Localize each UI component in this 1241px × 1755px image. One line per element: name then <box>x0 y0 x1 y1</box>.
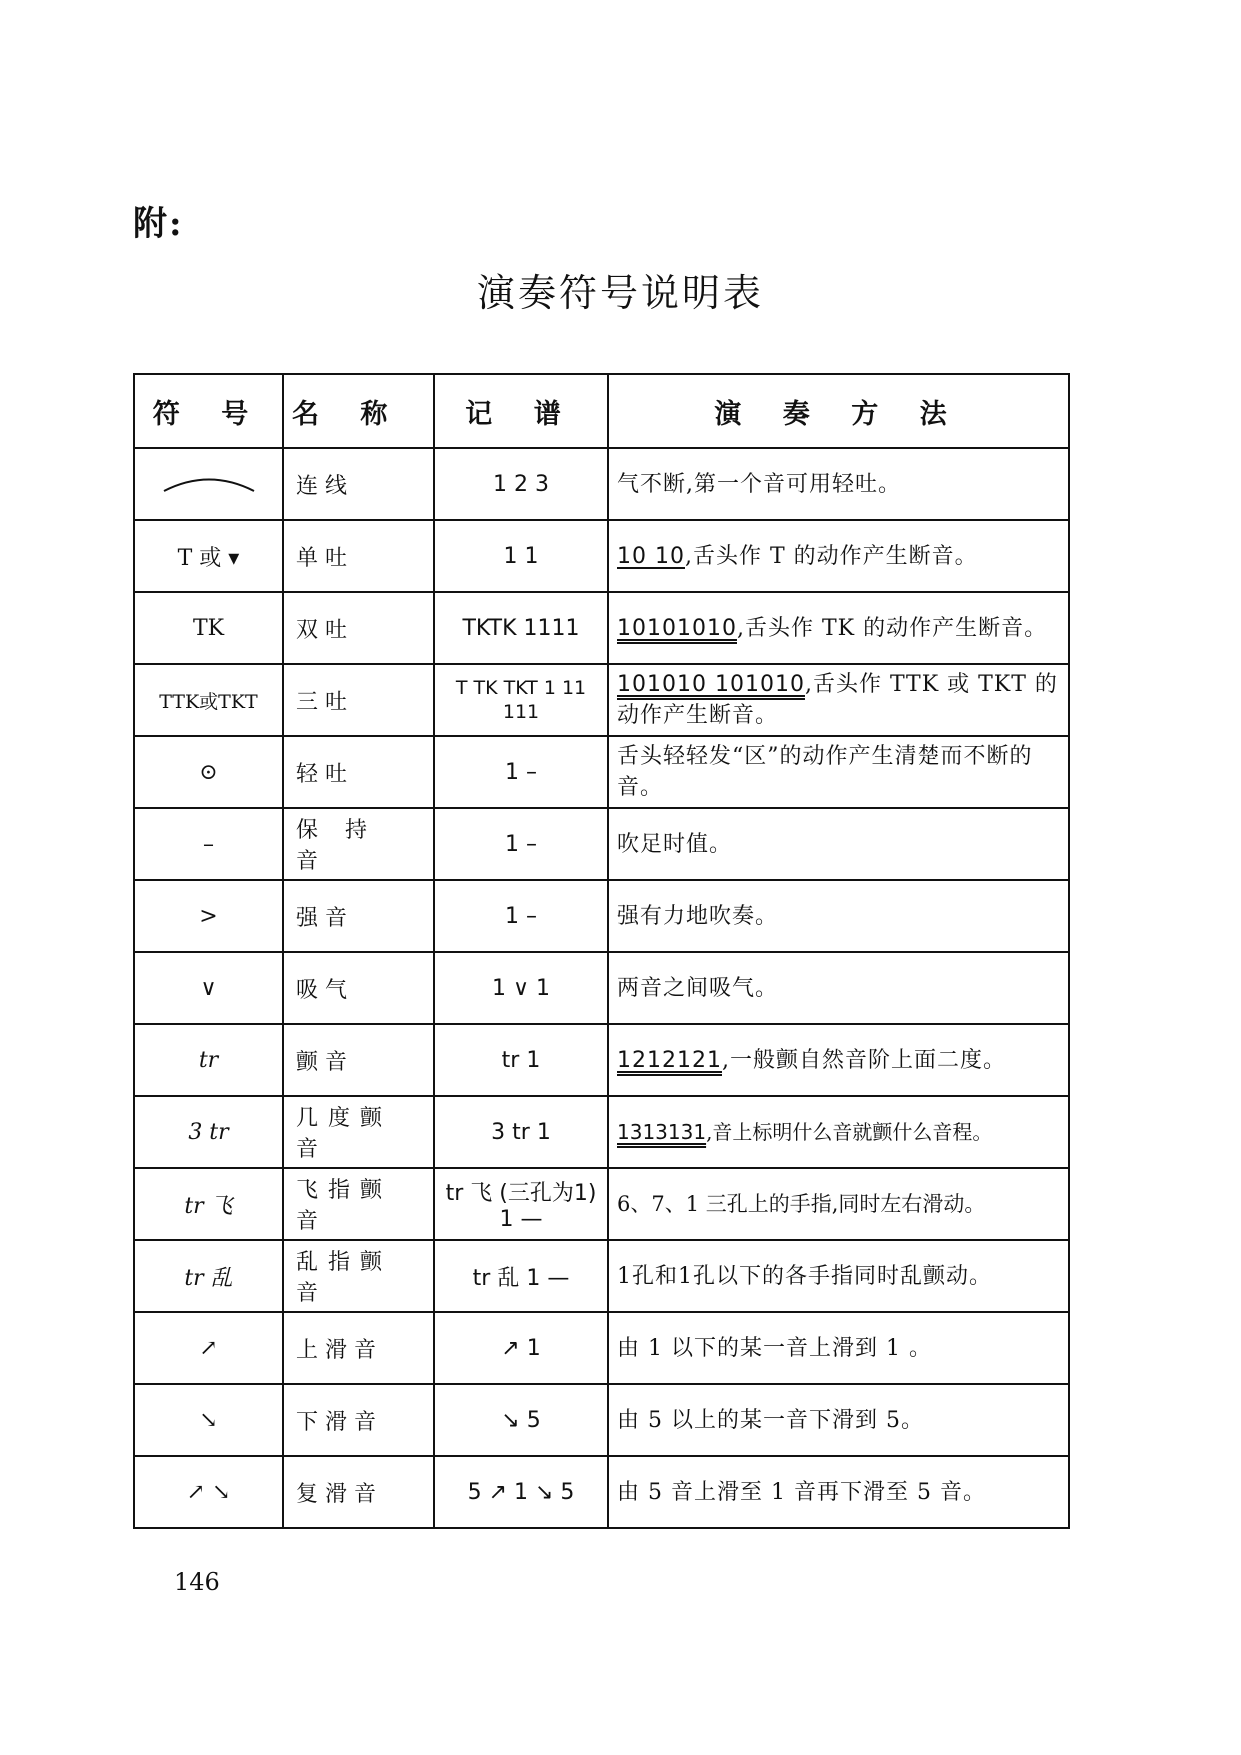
table-row <box>134 952 1069 1024</box>
method-notation: 101010 101010 <box>617 672 805 697</box>
symbol-cell: tr <box>134 1024 283 1096</box>
table-row <box>134 520 1069 592</box>
name-text: 双 吐 <box>296 617 347 643</box>
method-notation: 1313131 <box>617 1119 707 1144</box>
table-row <box>134 1384 1069 1456</box>
symbol-name <box>283 808 434 880</box>
notation-cell: 1 – <box>434 736 608 808</box>
method-notation: 10101010 <box>617 615 737 641</box>
method-text: ,舌头作 T 的动作产生断音。 <box>684 543 978 569</box>
page-number: 146 <box>174 1568 220 1596</box>
notation-cell: T TK TKT 1 11 111 <box>434 664 608 736</box>
method-cell: 两音之间吸气。 <box>608 952 1069 1024</box>
slide-up-icon: ↗ <box>134 1312 283 1384</box>
symbol-name <box>283 448 434 520</box>
symbol-name <box>283 664 434 736</box>
notation-cell: 1 – <box>434 808 608 880</box>
symbol-name <box>283 1456 434 1528</box>
header-notation: 记 谱 <box>434 374 608 448</box>
method-text: ,舌头作 TTK 或 TKT 的动作产生断音。 <box>617 672 1058 728</box>
name-text: 颤 音 <box>296 1049 347 1075</box>
method-cell: 1孔和1孔以下的各手指同时乱颤动。 <box>608 1240 1069 1312</box>
symbol-cell: tr 飞 <box>134 1168 283 1240</box>
table-row <box>134 1456 1069 1528</box>
method-cell: 强有力地吹奏。 <box>608 880 1069 952</box>
method-cell: 由 5 音上滑至 1 音再下滑至 5 音。 <box>608 1456 1069 1528</box>
table-row <box>134 1168 1069 1240</box>
notation-cell: ↘ 5 <box>434 1384 608 1456</box>
table-row <box>134 808 1069 880</box>
symbol-name <box>283 880 434 952</box>
method-cell <box>608 1024 1069 1096</box>
symbol-name <box>283 1312 434 1384</box>
appendix-prefix: 附: <box>133 204 184 244</box>
name-text: 连 线 <box>296 473 347 499</box>
notation-cell: tr 1 <box>434 1024 608 1096</box>
notation-cell: 1 – <box>434 880 608 952</box>
symbol-name <box>283 1096 434 1168</box>
notation-cell: 1 ∨ 1 <box>434 952 608 1024</box>
header-name: 名 称 <box>283 374 434 448</box>
symbol-cell: ∨ <box>134 952 283 1024</box>
table-row <box>134 880 1069 952</box>
notation-cell: tr 乱 1 — <box>434 1240 608 1312</box>
table-row <box>134 1096 1069 1168</box>
table-row <box>134 1024 1069 1096</box>
method-cell: 由 5 以上的某一音下滑到 5。 <box>608 1384 1069 1456</box>
symbol-name <box>283 1024 434 1096</box>
notation-cell: tr 飞 (三孔为1) 1 — <box>434 1168 608 1240</box>
name-text: 吸 气 <box>296 977 347 1003</box>
table-header-row <box>134 374 1069 448</box>
notation-cell: TKTK 1111 <box>434 592 608 664</box>
symbol-name <box>283 1240 434 1312</box>
symbol-name <box>283 520 434 592</box>
symbol-name <box>283 952 434 1024</box>
method-cell: 吹足时值。 <box>608 808 1069 880</box>
name-text: 三 吐 <box>296 689 347 715</box>
name-text: 复 滑 音 <box>296 1481 376 1507</box>
name-text: 上 滑 音 <box>296 1337 376 1363</box>
slur-icon <box>159 466 259 496</box>
method-cell <box>608 592 1069 664</box>
symbol-name <box>283 1168 434 1240</box>
method-cell <box>608 520 1069 592</box>
name-text: 轻 吐 <box>296 761 347 787</box>
method-notation: 1212121 <box>617 1047 722 1073</box>
notation-cell: 5 ↗ 1 ↘ 5 <box>434 1456 608 1528</box>
compound-slide-icon: ↗ ↘ <box>134 1456 283 1528</box>
name-text: 飞指颤音 <box>296 1178 393 1234</box>
table-row <box>134 1312 1069 1384</box>
symbol-cell: 3 tr <box>134 1096 283 1168</box>
page-title: 演奏符号说明表 <box>476 271 764 315</box>
notation-legend-table <box>133 373 1070 1529</box>
symbol-cell: T 或 ▾ <box>134 520 283 592</box>
method-cell: 6、7、1 三孔上的手指,同时左右滑动。 <box>608 1168 1069 1240</box>
name-text: 强 音 <box>296 905 347 931</box>
notation-cell: 1 2 3 <box>434 448 608 520</box>
method-text: ,舌头作 TK 的动作产生断音。 <box>736 615 1048 641</box>
symbol-name <box>283 592 434 664</box>
slur-symbol-cell <box>134 448 283 520</box>
method-cell: 气不断,第一个音可用轻吐。 <box>608 448 1069 520</box>
method-text: ,一般颤自然音阶上面二度。 <box>721 1047 1006 1073</box>
name-text: 下 滑 音 <box>296 1409 376 1435</box>
symbol-cell: TK <box>134 592 283 664</box>
table-row <box>134 1240 1069 1312</box>
notation-cell: ↗ 1 <box>434 1312 608 1384</box>
table-row <box>134 592 1069 664</box>
name-text: 几度颤音 <box>296 1106 393 1162</box>
method-text: ,音上标明什么音就颤什么音程。 <box>706 1119 993 1144</box>
symbol-name <box>283 736 434 808</box>
slide-down-icon: ↘ <box>134 1384 283 1456</box>
table-row <box>134 736 1069 808</box>
notation-cell: 1 1 <box>434 520 608 592</box>
header-method: 演 奏 方 法 <box>608 374 1069 448</box>
symbol-cell: tr 乱 <box>134 1240 283 1312</box>
notation-cell: 3 tr 1 <box>434 1096 608 1168</box>
header-symbol: 符 号 <box>134 374 283 448</box>
symbol-cell: ⊙ <box>134 736 283 808</box>
name-text: 单 吐 <box>296 545 347 571</box>
method-cell <box>608 664 1069 736</box>
method-cell: 由 1 以下的某一音上滑到 1 。 <box>608 1312 1069 1384</box>
method-cell <box>608 1096 1069 1168</box>
name-text: 保 持 音 <box>296 818 377 874</box>
symbol-cell: > <box>134 880 283 952</box>
name-text: 乱指颤音 <box>296 1250 393 1306</box>
method-notation: 10 10 <box>617 543 685 569</box>
symbol-name <box>283 1384 434 1456</box>
symbol-cell: – <box>134 808 283 880</box>
symbol-cell: TTK或TKT <box>134 664 283 736</box>
method-cell: 舌头轻轻发“区”的动作产生清楚而不断的音。 <box>608 736 1069 808</box>
table-row <box>134 448 1069 520</box>
table-row <box>134 664 1069 736</box>
